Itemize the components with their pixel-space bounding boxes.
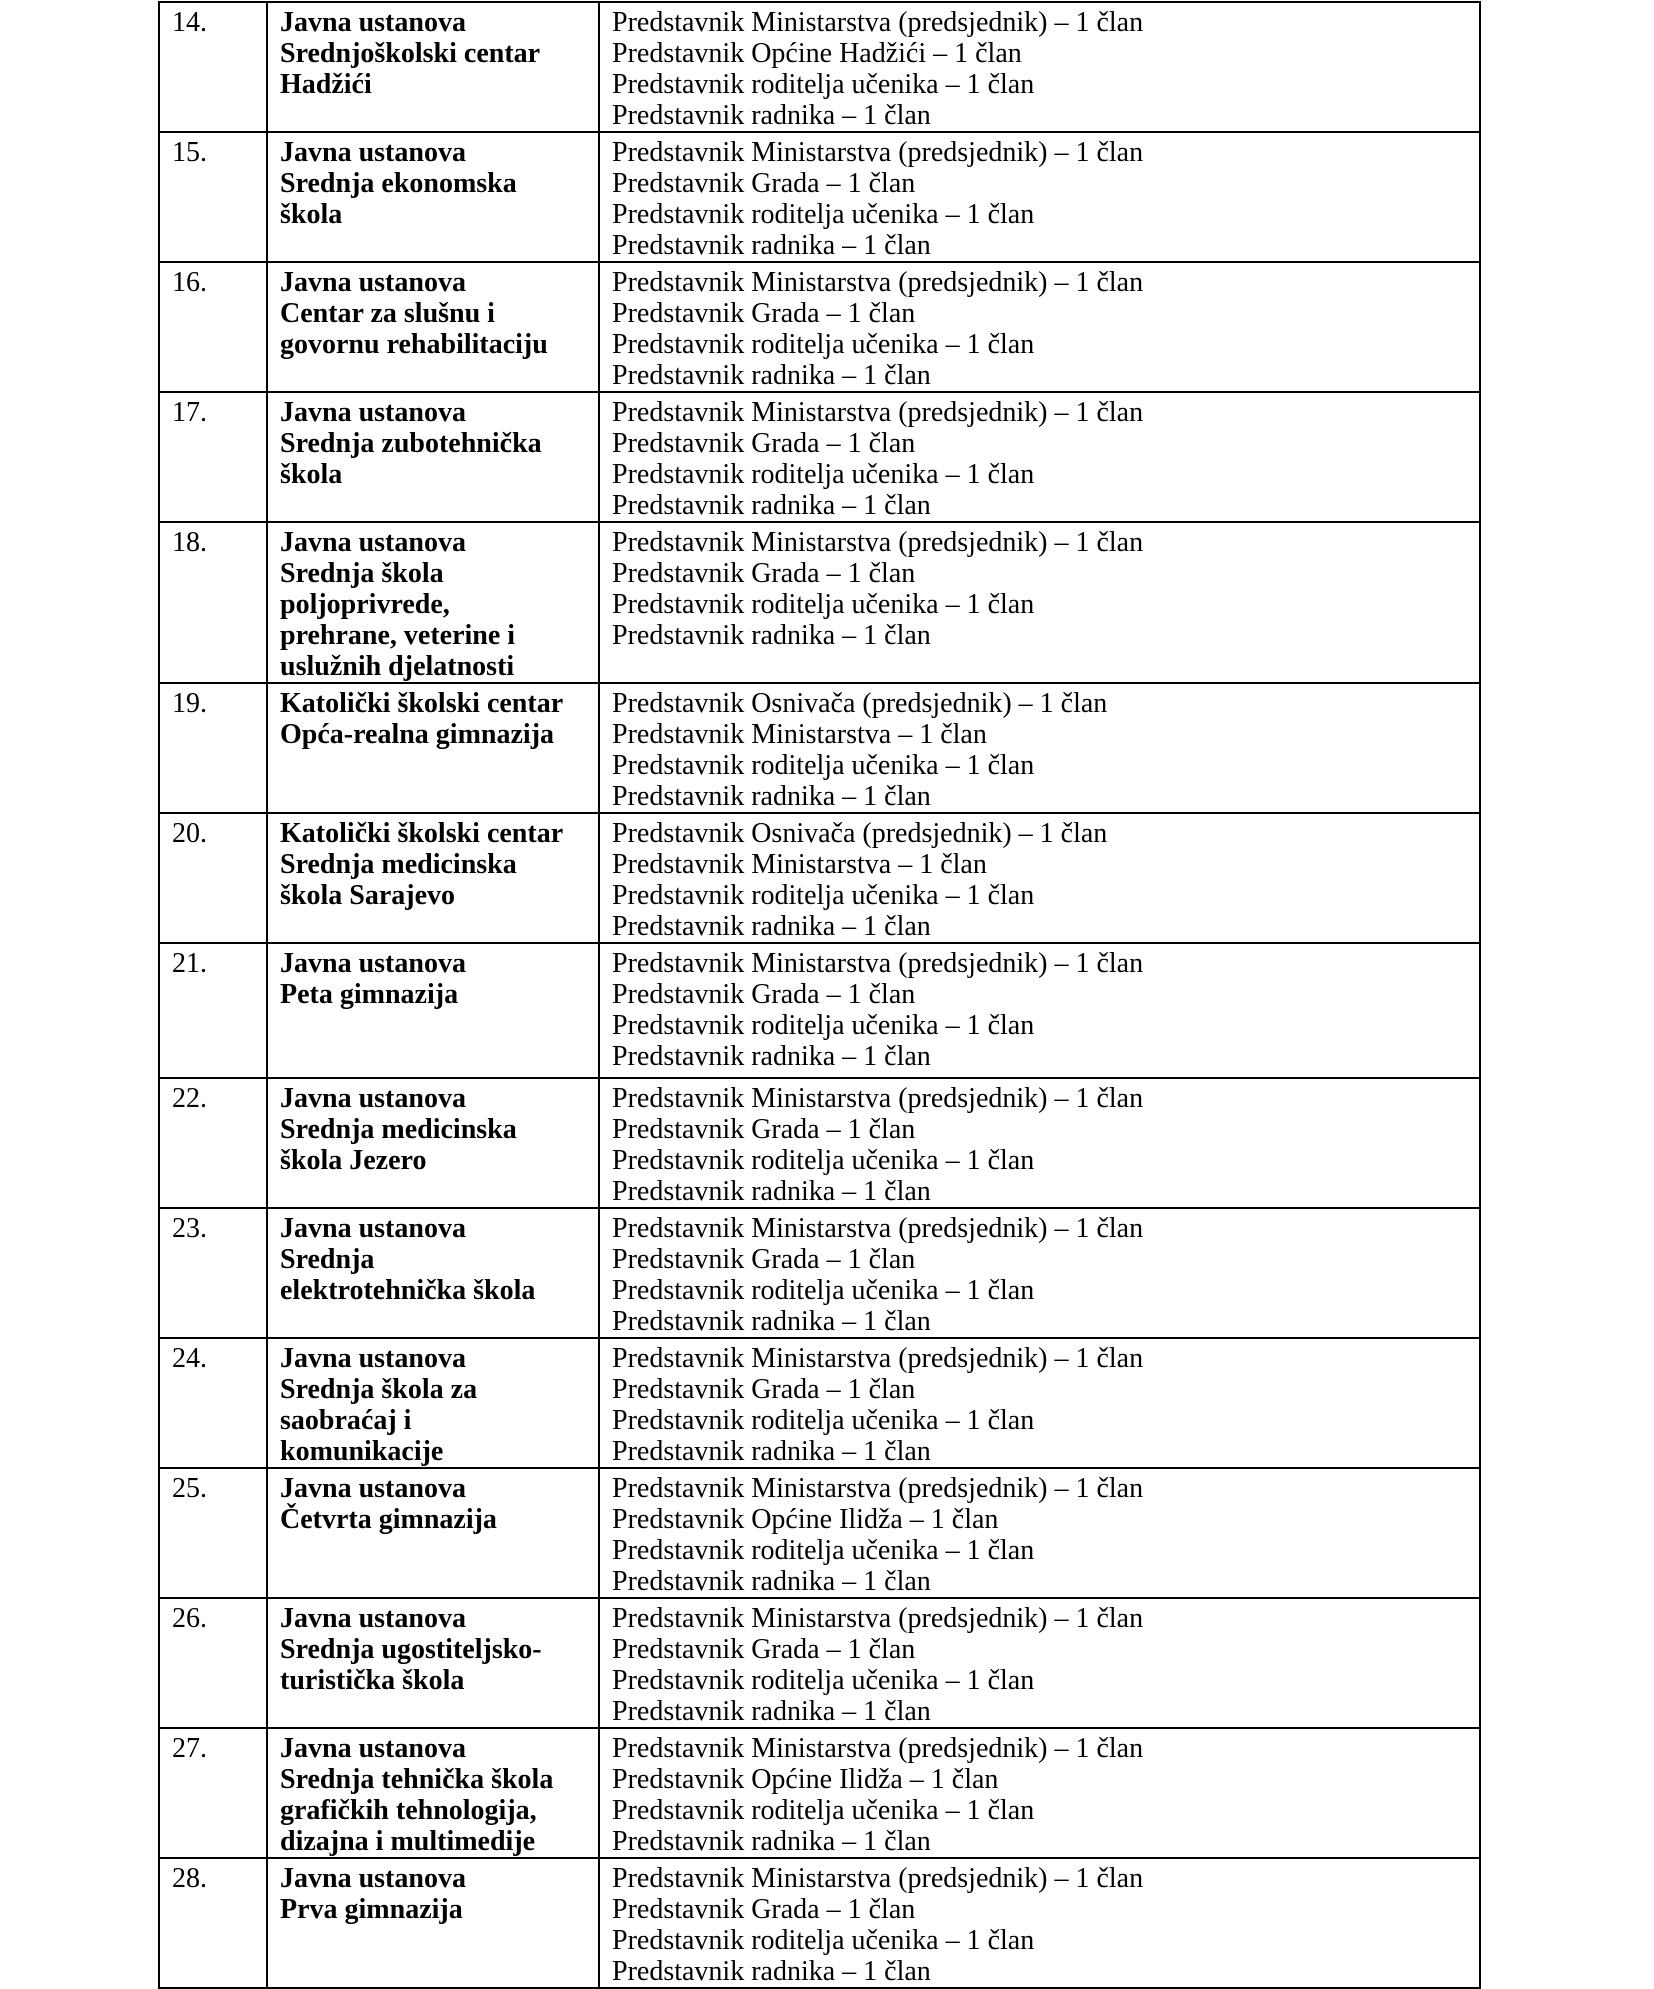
- text-line: turistička škola: [280, 1665, 465, 1696]
- text-line: Predstavnik roditelja učenika – 1 član: [612, 1275, 1035, 1306]
- text-line: Predstavnik radnika – 1 član: [612, 1436, 931, 1467]
- text-line: Javna ustanova: [280, 1083, 466, 1114]
- board-composition-cell: [599, 1468, 1480, 1598]
- text-line: Srednja tehnička škola: [280, 1764, 554, 1795]
- text-line: Predstavnik Grada – 1 član: [612, 1114, 916, 1145]
- board-composition: [612, 948, 1479, 1072]
- table-row: [159, 1468, 1480, 1598]
- institution-name: [280, 397, 598, 490]
- board-composition-cell: [599, 1598, 1480, 1728]
- board-composition-cell: [599, 1338, 1480, 1468]
- board-composition-cell: [599, 1858, 1480, 1988]
- board-composition-cell: [599, 683, 1480, 813]
- text-line: Srednja ekonomska: [280, 168, 517, 199]
- institution-name: [280, 688, 598, 750]
- text-line: Predstavnik Ministarstva (predsjednik) – 1 član: [612, 267, 1144, 298]
- text-line: Srednjoškolski centar: [280, 38, 541, 69]
- row-number-cell: [159, 2, 267, 132]
- text-line: Predstavnik Ministarstva (predsjednik) – 1 član: [612, 1213, 1144, 1244]
- text-line: Predstavnik Grada – 1 član: [612, 298, 916, 329]
- text-line: Predstavnik Ministarstva (predsjednik) – 1 član: [612, 1863, 1144, 1894]
- board-composition-cell: [599, 943, 1480, 1078]
- institution-name: [280, 818, 598, 911]
- board-composition: [612, 397, 1479, 521]
- institution-name: [280, 527, 598, 682]
- text-line: Predstavnik Grada – 1 član: [612, 979, 916, 1010]
- row-number: 28.: [172, 1863, 207, 1894]
- board-composition-cell: [599, 813, 1480, 943]
- text-line: Srednja škola: [280, 558, 444, 589]
- text-line: Javna ustanova: [280, 1343, 466, 1374]
- text-line: Predstavnik Grada – 1 član: [612, 1894, 916, 1925]
- text-line: Predstavnik radnika – 1 član: [612, 1041, 931, 1072]
- row-number-cell: [159, 1728, 267, 1858]
- institution-cell: [267, 1858, 599, 1988]
- board-composition: [612, 818, 1479, 942]
- institution-name: [280, 1603, 598, 1696]
- board-composition-cell: [599, 132, 1480, 262]
- row-number: 19.: [172, 688, 207, 719]
- text-line: Javna ustanova: [280, 948, 466, 979]
- text-line: Srednja medicinska: [280, 849, 517, 880]
- text-line: Predstavnik roditelja učenika – 1 član: [612, 1535, 1035, 1566]
- text-line: Srednja: [280, 1244, 375, 1275]
- text-line: Predstavnik roditelja učenika – 1 član: [612, 1010, 1035, 1041]
- text-line: Predstavnik radnika – 1 član: [612, 100, 931, 131]
- schools-table-body: [159, 2, 1480, 1988]
- board-composition: [612, 1733, 1479, 1857]
- text-line: govornu rehabilitaciju: [280, 329, 548, 360]
- institution-cell: [267, 1078, 599, 1208]
- text-line: Javna ustanova: [280, 1733, 466, 1764]
- row-number-cell: [159, 1858, 267, 1988]
- text-line: Predstavnik roditelja učenika – 1 član: [612, 329, 1035, 360]
- table-row: [159, 392, 1480, 522]
- text-line: Predstavnik radnika – 1 član: [612, 1306, 931, 1337]
- row-number: 16.: [172, 267, 207, 298]
- board-composition-cell: [599, 1208, 1480, 1338]
- table-row: [159, 943, 1480, 1078]
- institution-cell: [267, 1728, 599, 1858]
- board-composition: [612, 267, 1479, 391]
- text-line: Prva gimnazija: [280, 1894, 463, 1925]
- text-line: Katolički školski centar: [280, 688, 564, 719]
- row-number: 17.: [172, 397, 207, 428]
- text-line: Predstavnik Ministarstva (predsjednik) – 1 član: [612, 7, 1144, 38]
- institution-cell: [267, 1338, 599, 1468]
- institution-cell: [267, 132, 599, 262]
- board-composition: [612, 1343, 1479, 1467]
- row-number-cell: [159, 1078, 267, 1208]
- institution-name: [280, 1213, 598, 1306]
- board-composition-cell: [599, 1728, 1480, 1858]
- institution-name: [280, 1083, 598, 1176]
- text-line: Predstavnik radnika – 1 član: [612, 911, 931, 942]
- institution-cell: [267, 392, 599, 522]
- table-row: [159, 683, 1480, 813]
- board-composition-cell: [599, 392, 1480, 522]
- text-line: Javna ustanova: [280, 1863, 466, 1894]
- text-line: saobraćaj i: [280, 1405, 412, 1436]
- row-number: 21.: [172, 948, 207, 979]
- board-composition: [612, 7, 1479, 131]
- row-number: 22.: [172, 1083, 207, 1114]
- text-line: Predstavnik Ministarstva (predsjednik) – 1 član: [612, 1603, 1144, 1634]
- text-line: Javna ustanova: [280, 7, 466, 38]
- row-number: 18.: [172, 527, 207, 558]
- text-line: Predstavnik Općine Ilidža – 1 član: [612, 1504, 999, 1535]
- row-number-cell: [159, 132, 267, 262]
- text-line: Hadžići: [280, 69, 372, 100]
- row-number-cell: [159, 262, 267, 392]
- text-line: Predstavnik roditelja učenika – 1 član: [612, 1795, 1035, 1826]
- text-line: Predstavnik roditelja učenika – 1 član: [612, 1665, 1035, 1696]
- text-line: Predstavnik Grada – 1 član: [612, 428, 916, 459]
- text-line: Predstavnik roditelja učenika – 1 član: [612, 589, 1035, 620]
- institution-name: [280, 1473, 598, 1535]
- table-row: [159, 1598, 1480, 1728]
- text-line: Predstavnik roditelja učenika – 1 član: [612, 1405, 1035, 1436]
- institution-name: [280, 948, 598, 1010]
- text-line: Predstavnik Ministarstva (predsjednik) – 1 član: [612, 1083, 1144, 1114]
- text-line: uslužnih djelatnosti: [280, 651, 515, 682]
- text-line: Predstavnik Ministarstva (predsjednik) – 1 član: [612, 1343, 1144, 1374]
- board-composition-cell: [599, 1078, 1480, 1208]
- text-line: Predstavnik radnika – 1 član: [612, 620, 931, 651]
- row-number-cell: [159, 1598, 267, 1728]
- text-line: Srednja škola za: [280, 1374, 478, 1405]
- text-line: Predstavnik Grada – 1 član: [612, 1374, 916, 1405]
- board-composition: [612, 1473, 1479, 1597]
- institution-name: [280, 7, 598, 100]
- institution-cell: [267, 522, 599, 683]
- table-row: [159, 262, 1480, 392]
- table-row: [159, 1208, 1480, 1338]
- row-number: 14.: [172, 7, 207, 38]
- text-line: Predstavnik Grada – 1 član: [612, 1244, 916, 1275]
- row-number: 27.: [172, 1733, 207, 1764]
- board-composition: [612, 1213, 1479, 1337]
- text-line: Javna ustanova: [280, 397, 466, 428]
- institution-cell: [267, 2, 599, 132]
- board-composition: [612, 137, 1479, 261]
- text-line: Opća-realna gimnazija: [280, 719, 555, 750]
- row-number: 23.: [172, 1213, 207, 1244]
- row-number-cell: [159, 392, 267, 522]
- table-row: [159, 1338, 1480, 1468]
- text-line: Predstavnik radnika – 1 član: [612, 230, 931, 261]
- text-line: elektrotehnička škola: [280, 1275, 536, 1306]
- school-boards-table: [158, 1, 1481, 1989]
- text-line: Javna ustanova: [280, 137, 466, 168]
- row-number-cell: [159, 683, 267, 813]
- text-line: Centar za slušnu i: [280, 298, 495, 329]
- text-line: Predstavnik Ministarstva (predsjednik) – 1 član: [612, 1473, 1144, 1504]
- text-line: Javna ustanova: [280, 527, 466, 558]
- text-line: Četvrta gimnazija: [280, 1504, 497, 1535]
- text-line: Predstavnik Ministarstva – 1 član: [612, 849, 987, 880]
- table-row: [159, 1728, 1480, 1858]
- board-composition: [612, 1603, 1479, 1727]
- text-line: Predstavnik roditelja učenika – 1 član: [612, 69, 1035, 100]
- text-line: Predstavnik Osnivača (predsjednik) – 1 član: [612, 688, 1108, 719]
- text-line: Srednja zubotehnička: [280, 428, 542, 459]
- institution-cell: [267, 813, 599, 943]
- text-line: Javna ustanova: [280, 1213, 466, 1244]
- text-line: Predstavnik Ministarstva (predsjednik) – 1 član: [612, 527, 1144, 558]
- text-line: Predstavnik roditelja učenika – 1 član: [612, 1145, 1035, 1176]
- text-line: škola: [280, 459, 343, 490]
- text-line: Predstavnik radnika – 1 član: [612, 360, 931, 391]
- board-composition-cell: [599, 522, 1480, 683]
- text-line: dizajna i multimedije: [280, 1826, 536, 1857]
- text-line: komunikacije: [280, 1436, 444, 1467]
- row-number: 24.: [172, 1343, 207, 1374]
- text-line: Peta gimnazija: [280, 979, 459, 1010]
- row-number-cell: [159, 943, 267, 1078]
- text-line: poljoprivrede,: [280, 589, 450, 620]
- text-line: škola Sarajevo: [280, 880, 455, 911]
- text-line: Predstavnik roditelja učenika – 1 član: [612, 880, 1035, 911]
- institution-cell: [267, 683, 599, 813]
- text-line: grafičkih tehnologija,: [280, 1795, 537, 1826]
- text-line: Predstavnik roditelja učenika – 1 član: [612, 199, 1035, 230]
- text-line: Predstavnik Ministarstva (predsjednik) – 1 član: [612, 1733, 1144, 1764]
- text-line: prehrane, veterine i: [280, 620, 516, 651]
- text-line: Srednja ugostiteljsko-: [280, 1634, 542, 1665]
- text-line: Predstavnik roditelja učenika – 1 član: [612, 750, 1035, 781]
- text-line: Predstavnik radnika – 1 član: [612, 1176, 931, 1207]
- text-line: Javna ustanova: [280, 267, 466, 298]
- text-line: Predstavnik Ministarstva (predsjednik) – 1 član: [612, 397, 1144, 428]
- text-line: Predstavnik radnika – 1 član: [612, 1566, 931, 1597]
- row-number-cell: [159, 813, 267, 943]
- text-line: Predstavnik Općine Ilidža – 1 član: [612, 1764, 999, 1795]
- text-line: Predstavnik roditelja učenika – 1 član: [612, 1925, 1035, 1956]
- row-number-cell: [159, 1208, 267, 1338]
- row-number-cell: [159, 1468, 267, 1598]
- institution-cell: [267, 1598, 599, 1728]
- text-line: Predstavnik roditelja učenika – 1 član: [612, 459, 1035, 490]
- text-line: Predstavnik radnika – 1 član: [612, 1826, 931, 1857]
- text-line: Predstavnik Ministarstva (predsjednik) – 1 član: [612, 137, 1144, 168]
- row-number-cell: [159, 1338, 267, 1468]
- institution-cell: [267, 1208, 599, 1338]
- text-line: Predstavnik Ministarstva – 1 član: [612, 719, 987, 750]
- text-line: Javna ustanova: [280, 1473, 466, 1504]
- institution-name: [280, 1863, 598, 1925]
- text-line: Predstavnik Općine Hadžići – 1 član: [612, 38, 1022, 69]
- text-line: Srednja medicinska: [280, 1114, 517, 1145]
- institution-name: [280, 267, 598, 360]
- text-line: Javna ustanova: [280, 1603, 466, 1634]
- row-number: 26.: [172, 1603, 207, 1634]
- text-line: Predstavnik radnika – 1 član: [612, 1956, 931, 1987]
- institution-name: [280, 1343, 598, 1467]
- text-line: škola Jezero: [280, 1145, 427, 1176]
- board-composition-cell: [599, 262, 1480, 392]
- table-row: [159, 1078, 1480, 1208]
- text-line: Predstavnik Grada – 1 član: [612, 1634, 916, 1665]
- board-composition: [612, 1083, 1479, 1207]
- row-number: 20.: [172, 818, 207, 849]
- institution-name: [280, 137, 598, 230]
- institution-name: [280, 1733, 598, 1857]
- text-line: Predstavnik Grada – 1 član: [612, 168, 916, 199]
- row-number-cell: [159, 522, 267, 683]
- board-composition: [612, 688, 1479, 812]
- board-composition-cell: [599, 2, 1480, 132]
- text-line: Predstavnik radnika – 1 član: [612, 1696, 931, 1727]
- board-composition: [612, 527, 1479, 651]
- text-line: Predstavnik radnika – 1 član: [612, 490, 931, 521]
- institution-cell: [267, 262, 599, 392]
- board-composition: [612, 1863, 1479, 1987]
- table-row: [159, 132, 1480, 262]
- text-line: Predstavnik Grada – 1 član: [612, 558, 916, 589]
- text-line: Predstavnik radnika – 1 član: [612, 781, 931, 812]
- table-row: [159, 813, 1480, 943]
- text-line: Predstavnik Ministarstva (predsjednik) – 1 član: [612, 948, 1144, 979]
- row-number: 25.: [172, 1473, 207, 1504]
- table-row: [159, 1858, 1480, 1988]
- institution-cell: [267, 1468, 599, 1598]
- table-row: [159, 522, 1480, 683]
- text-line: Katolički školski centar: [280, 818, 564, 849]
- text-line: Predstavnik Osnivača (predsjednik) – 1 član: [612, 818, 1108, 849]
- row-number: 15.: [172, 137, 207, 168]
- institution-cell: [267, 943, 599, 1078]
- table-row: [159, 2, 1480, 132]
- text-line: škola: [280, 199, 343, 230]
